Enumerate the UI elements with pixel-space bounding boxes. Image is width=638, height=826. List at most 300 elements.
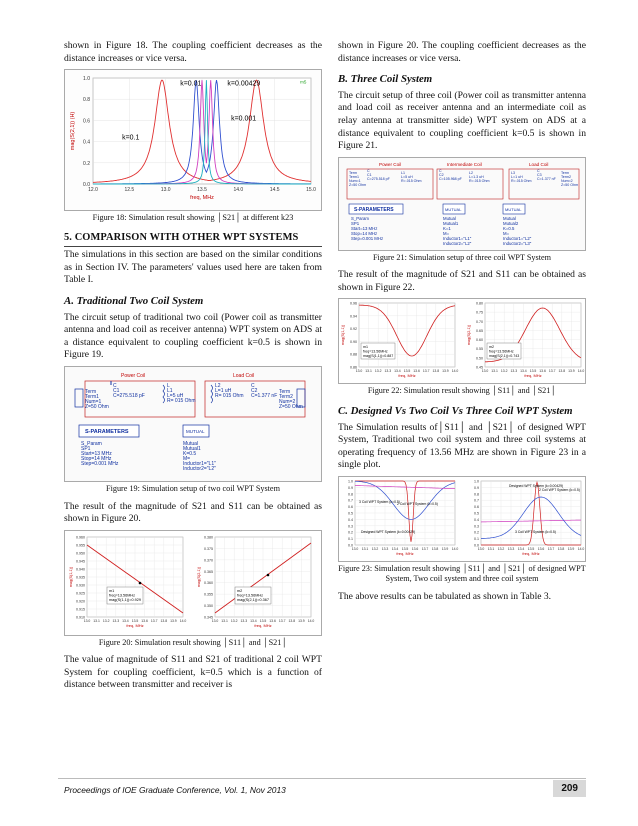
- fig20-left-ytick: 0.960: [76, 535, 85, 540]
- power-coil-label-3: Power Coil: [379, 161, 402, 167]
- fig23-right-xtick: 13.5: [527, 546, 535, 551]
- fig21-component-text: C: [367, 168, 370, 173]
- figure-21-components: [349, 169, 578, 187]
- fig18-ytick: 1.0: [83, 76, 90, 83]
- svg-text:S-PARAMETERS: S-PARAMETERS: [354, 206, 394, 213]
- fig23-right-ytick: 0.2: [474, 530, 479, 535]
- fig21-component-text: C1: [367, 172, 372, 177]
- svg-text:Inductor2="L2": Inductor2="L2": [183, 466, 216, 473]
- svg-text:Step=0.001 MHz: Step=0.001 MHz: [81, 461, 119, 468]
- fig22-left-xlabel: freq, MHz: [398, 373, 416, 379]
- svg-text:C1: C1: [113, 388, 120, 395]
- fig20-right-xtick: 13.7: [278, 618, 286, 623]
- fig20-right-ytick: 0.370: [204, 558, 213, 563]
- fig20-left-xtick: 13.0: [83, 618, 91, 623]
- fig23-right-xlabel: freq, MHz: [522, 550, 540, 556]
- fig21-component-text: R=.015 Ohm: [511, 178, 532, 183]
- figure-19-caption: Figure 19: Simulation setup of two coil WPT System: [106, 484, 280, 494]
- fig21-component-text: Z=50 Ohm: [349, 182, 367, 187]
- fig23-left-ytick: 0.9: [348, 485, 353, 490]
- fig23-left-ytick: 0.6: [348, 505, 353, 510]
- fig20-left-xtick: 13.8: [160, 618, 168, 623]
- fig22-left-ylabel: mag(S(1,1)): [341, 325, 345, 346]
- fig23-right-label: 3 Coil WPT System (k=0.5): [515, 529, 556, 534]
- figure-21-caption: Figure 21: Simulation setup of three coil WPT System: [373, 252, 551, 262]
- svg-text:Mutual: Mutual: [183, 441, 199, 448]
- svg-text:K=1: K=1: [443, 225, 451, 231]
- load-coil-label-3: Load Coil: [529, 161, 549, 167]
- fig21-component-text: C=1.377 nF: [537, 176, 556, 181]
- svg-text:S-PARAMETERS: S-PARAMETERS: [85, 429, 129, 436]
- fig18-label-k001: k=0.01: [180, 80, 202, 88]
- fig23-left-ytick: 0.0: [348, 543, 353, 548]
- fig20-right-xtick: 13.0: [211, 618, 219, 623]
- fig20-right-xtick: 14.0: [307, 618, 315, 623]
- svg-text:Mutual1: Mutual1: [443, 220, 459, 226]
- fig23-left-label: 2 Coil WPT System (k=0.5): [397, 501, 438, 506]
- svg-text:Num=1: Num=1: [85, 399, 102, 406]
- fig23-right-xtick: 13.3: [507, 546, 515, 551]
- fig20-left-xtick: 13.9: [170, 618, 177, 623]
- fig20-left-ytick: 0.955: [76, 543, 85, 548]
- svg-text:Term1: Term1: [85, 394, 99, 401]
- fig18-xtick: 13.5: [197, 187, 207, 194]
- fig18-xtick: 15.0: [306, 187, 316, 194]
- fig23-right-label: Designed WPT System (k=0.00429): [509, 483, 564, 488]
- fig22-right-xlabel: freq, MHz: [524, 373, 542, 379]
- svg-text:Inductor2="L2": Inductor2="L2": [443, 240, 472, 246]
- fig20-left-ytick: 0.915: [76, 607, 85, 612]
- svg-text:SP1: SP1: [351, 220, 360, 226]
- fig22-right-xtick: 13.9: [568, 369, 575, 374]
- fig21-component-text: L2: [469, 170, 473, 175]
- fig20-left-ytick: 0.945: [76, 559, 85, 564]
- svg-text:Num=2: Num=2: [279, 399, 296, 406]
- fig22-left-xtick: 14.0: [451, 369, 459, 374]
- mutual-block-1: [443, 204, 472, 246]
- figure-18: [64, 69, 322, 211]
- fig22-left-xtick: 13.0: [355, 369, 363, 374]
- fig23-right-xtick: 13.8: [557, 546, 565, 551]
- fig20-right-ytick: 0.345: [204, 615, 213, 620]
- right-column: [338, 40, 586, 608]
- fig20-left-ytick: 0.925: [76, 591, 85, 596]
- figure-20-charts: [65, 531, 321, 635]
- subsection-a-paragraph: The circuit setup of traditional two coil (Power coil as transmitter antenna and load coil as receiver antenna) WPT system on ADS at a distance equivalent to coupling coefficient k=0.5 is shown in Figure 19.: [64, 311, 322, 361]
- fig22-right-marker-text: m2: [489, 345, 494, 350]
- fig23-right-ytick: 0.1: [474, 537, 479, 542]
- svg-text:C=275.518 pF: C=275.518 pF: [113, 393, 145, 400]
- figure-20-caption: Figure 20: Simulation result showing │S11│ and │S21│: [98, 637, 288, 647]
- fig23-right-xtick: 13.2: [497, 546, 505, 551]
- svg-text:R= 015 Ohm: R= 015 Ohm: [167, 398, 196, 405]
- fig20-left-ytick: 0.910: [76, 615, 85, 620]
- fig23-left-xtick: 13.4: [391, 546, 399, 551]
- fig21-component-text: Z=50 Ohm: [561, 182, 579, 187]
- fig22-left-xtick: 13.9: [442, 369, 449, 374]
- figure-22: [338, 298, 586, 384]
- right-paragraph-after-fig21: The result of the magnitude of S21 and S11 can be obtained as shown in Figure 22.: [338, 269, 586, 293]
- svg-text:Start=13 MHz: Start=13 MHz: [351, 225, 378, 231]
- fig18-marker: m5: [300, 79, 307, 85]
- fig23-left-ytick: 0.7: [348, 498, 353, 503]
- c1-component: [111, 381, 145, 399]
- fig21-component-text: Term2: [561, 174, 571, 179]
- fig20-left-xlabel: freq, MHz: [126, 622, 144, 628]
- fig20-right-ytick: 0.350: [204, 603, 213, 608]
- fig23-left-ytick: 0.3: [348, 524, 353, 529]
- left-last-paragraph: The value of magnitude of S11 and S21 of traditional 2 coil WPT System for coupling coefficient, k=0.5 which is a function of distance between transmitter and receiver is: [64, 654, 322, 691]
- fig18-ytick: 0.6: [83, 118, 90, 125]
- svg-text:L1: L1: [167, 388, 173, 395]
- fig22-right-xtick: 13.3: [510, 369, 518, 374]
- term2-component: [279, 389, 305, 410]
- section-5-title: 5. COMPARISON WITH OTHER WPT SYSTEMS: [64, 232, 322, 248]
- fig23-left-xtick: 13.8: [431, 546, 439, 551]
- fig21-component-text: C=275.518 pF: [367, 176, 390, 181]
- fig18-xtick: 13.0: [160, 187, 171, 194]
- footer-text: Proceedings of IOE Graduate Conference, Vol. 1, Nov 2013: [64, 785, 286, 795]
- fig20-right-ytick: 0.360: [204, 580, 213, 585]
- fig20-left-marker-text: freq=13.56MHz: [109, 593, 136, 598]
- svg-text:MUTUAL: MUTUAL: [505, 206, 522, 212]
- fig20-left-ytick: 0.950: [76, 551, 85, 556]
- fig22-right-ytick: 0.65: [476, 329, 483, 334]
- figure-22-charts: [339, 299, 585, 383]
- mutual-block: [183, 425, 216, 472]
- fig21-component-text: L=1.3 uH: [469, 174, 484, 179]
- load-coil-label: Load Coil: [233, 373, 255, 380]
- fig22-left-marker-text: mag(S(1,1))=0.887: [363, 354, 394, 359]
- fig22-left-xtick: 13.4: [394, 369, 401, 374]
- fig23-left-ytick: 0.8: [348, 492, 353, 497]
- fig23-left-label: Designed WPT System (k=0.00429): [361, 529, 416, 534]
- fig23-right-ytick: 0.0: [474, 543, 479, 548]
- fig23-left-ytick: 0.2: [348, 530, 353, 535]
- fig21-component-text: L1: [401, 170, 405, 175]
- fig20-right-xtick: 13.3: [240, 618, 248, 623]
- fig23-right-xtick: 13.9: [567, 546, 575, 551]
- s-parameters-block: [79, 425, 139, 467]
- svg-text:Term: Term: [279, 389, 291, 396]
- fig22-right-xtick: 13.2: [500, 369, 508, 374]
- figure-19-schematic: [65, 367, 321, 481]
- fig22-right-xtick: 13.0: [481, 369, 489, 374]
- svg-text:Mutual: Mutual: [443, 215, 456, 221]
- page-footer: [58, 778, 586, 797]
- fig23-right-ytick: 0.7: [474, 498, 479, 503]
- svg-text:Start=13 MHz: Start=13 MHz: [81, 451, 112, 458]
- fig18-label-k00429: k=0.00429: [227, 80, 261, 88]
- fig23-right-ytick: 0.6: [474, 505, 479, 510]
- fig22-left-ytick: 0.88: [350, 353, 357, 358]
- fig22-right-ytick: 0.70: [476, 320, 483, 325]
- svg-text:Inductor2="L3": Inductor2="L3": [503, 240, 532, 246]
- svg-text:Inductor1="L1": Inductor1="L1": [443, 235, 472, 241]
- svg-text:Stop=14 MHz: Stop=14 MHz: [351, 230, 378, 236]
- fig22-right-xtick: 13.8: [558, 369, 566, 374]
- svg-text:Step=0.001 MHz: Step=0.001 MHz: [351, 235, 384, 241]
- fig20-left-ylabel: mag(S(1,1)): [69, 566, 73, 587]
- fig18-label-k0001: k=0.001: [231, 115, 257, 123]
- subsection-c-paragraph: The Simulation results of│S11│ and │S21│ of designed WPT System, Traditional two coil system and three coil systems at operating frequency of 13.56 MHz are shown in Figure 23 in a single plot.: [338, 421, 586, 471]
- fig23-left-ytick: 0.1: [348, 537, 353, 542]
- fig21-component-text: L=1 uH: [511, 174, 523, 179]
- fig22-right-xtick: 13.5: [529, 369, 537, 374]
- svg-text:L=1 uH: L=1 uH: [215, 388, 232, 395]
- mutual-block-2: [503, 204, 532, 246]
- fig23-left-xtick: 13.0: [351, 546, 359, 551]
- fig23-right-xtick: 13.6: [537, 546, 545, 551]
- fig22-left-marker-text: m1: [363, 345, 368, 350]
- fig22-right-marker-text: mag(S(2,1))=0.743: [489, 354, 520, 359]
- fig20-right-ytick: 0.380: [204, 535, 213, 540]
- figure-22-caption: Figure 22: Simulation result showing │S11│ and │S21│: [367, 386, 557, 396]
- fig20-left-xtick: 13.4: [122, 618, 129, 623]
- fig18-xlabel: freq, MHz: [190, 195, 214, 202]
- svg-text:C=1.377 nF: C=1.377 nF: [251, 393, 278, 400]
- fig22-right-ytick: 0.80: [476, 301, 483, 306]
- fig20-left-xtick: 13.1: [93, 618, 100, 623]
- figure-23-charts: [339, 477, 585, 561]
- fig22-left-ytick: 0.94: [350, 314, 357, 319]
- fig22-right-xtick: 13.6: [539, 369, 546, 374]
- left-intro-paragraph: shown in Figure 18. The coupling coefficient decreases as the distance increases or vice versa.: [64, 40, 322, 64]
- fig21-component-text: R=.015 Ohm: [469, 178, 490, 183]
- fig23-left-ytick: 0.5: [348, 511, 353, 516]
- fig21-component-text: Num=1: [349, 178, 361, 183]
- fig23-left-xtick: 13.7: [421, 546, 429, 551]
- svg-text:C: C: [251, 383, 255, 390]
- subsection-a-title: A. Traditional Two Coil System: [64, 295, 204, 308]
- fig23-right-label: 2 Coil WPT System (k=0.5): [539, 487, 580, 492]
- page-number: 209: [553, 780, 586, 797]
- fig21-component-text: C: [439, 168, 442, 173]
- c2-component: [251, 383, 277, 399]
- fig22-left-ytick: 0.86: [350, 365, 357, 370]
- fig22-right-xtick: 13.7: [548, 369, 556, 374]
- fig18-ytick: 0.0: [83, 182, 90, 189]
- l1-component: [163, 383, 196, 404]
- fig22-right-ytick: 0.60: [476, 338, 483, 343]
- fig23-left-xtick: 13.6: [411, 546, 419, 551]
- svg-text:Term2: Term2: [279, 394, 293, 401]
- svg-text:L=5 uH: L=5 uH: [167, 393, 184, 400]
- fig20-right-ytick: 0.365: [204, 569, 213, 574]
- svg-text:M=: M=: [183, 456, 191, 463]
- figure-23-caption: Figure 23: Simulation result showing │S11│ and │S21│ of designed WPT System, Two coil system and three coil system: [338, 563, 586, 584]
- fig20-left-marker-text: m1: [109, 588, 115, 593]
- fig23-right-xtick: 13.7: [547, 546, 555, 551]
- fig22-left-xtick: 13.1: [365, 369, 372, 374]
- fig23-left-xtick: 14.0: [451, 546, 459, 551]
- svg-text:Z=50 Ohm: Z=50 Ohm: [85, 404, 109, 411]
- fig23-right-ytick: 0.9: [474, 485, 479, 490]
- fig22-right-xtick: 14.0: [577, 369, 585, 374]
- fig20-right-marker-text: mag(S(2,1))=0.367: [237, 597, 269, 602]
- fig20-right-marker-text: m2: [237, 588, 243, 593]
- figure-21-schematic: [339, 158, 585, 250]
- fig20-left-xtick: 13.7: [150, 618, 158, 623]
- svg-text:Inductor1="L2": Inductor1="L2": [503, 235, 532, 241]
- s-parameters-block-3: [349, 204, 403, 241]
- fig20-left-ytick: 0.920: [76, 599, 85, 604]
- svg-text:K=0.5: K=0.5: [503, 225, 515, 231]
- fig22-left-ytick: 0.90: [350, 340, 357, 345]
- fig21-component-text: Term1: [349, 174, 359, 179]
- svg-text:Z=50 Ohm: Z=50 Ohm: [279, 404, 303, 411]
- fig21-component-text: C2: [439, 172, 444, 177]
- fig22-left-marker-text: freq=13.56MHz: [363, 349, 388, 354]
- l2-component: [211, 383, 244, 403]
- fig22-right-ytick: 0.50: [476, 356, 483, 361]
- svg-text:Term: Term: [85, 389, 97, 396]
- term1-component: [75, 389, 109, 410]
- fig23-left-xlabel: freq, MHz: [396, 550, 414, 556]
- figure-18-chart: [65, 70, 321, 210]
- figure-19: [64, 366, 322, 482]
- fig22-right-marker-text: freq=13.56MHz: [489, 349, 514, 354]
- section-5-paragraph: The simulations in this section are based on the similar conditions as in Section IV. The parameters' values used here are taken from Table I.: [64, 249, 322, 286]
- fig23-right-xtick: 13.1: [487, 546, 495, 551]
- fig21-component-text: C: [537, 168, 540, 173]
- svg-text:SP1: SP1: [81, 446, 91, 453]
- svg-text:S_Param: S_Param: [81, 441, 102, 448]
- fig21-component-text: Num=2: [561, 178, 573, 183]
- fig20-left-xtick: 13.2: [102, 618, 110, 623]
- intermediate-coil-label: Intermediate Coil: [447, 161, 482, 167]
- svg-text:L2: L2: [215, 383, 221, 390]
- svg-text:Inductor1="L1": Inductor1="L1": [183, 461, 216, 468]
- fig22-left-xtick: 13.5: [403, 369, 411, 374]
- svg-text:K=0.5: K=0.5: [183, 451, 197, 458]
- fig21-component-text: L3: [511, 170, 515, 175]
- svg-text:Mutual2: Mutual2: [503, 220, 519, 226]
- fig23-right-ytick: 0.8: [474, 492, 479, 497]
- svg-text:S_Param: S_Param: [351, 215, 369, 221]
- svg-text:M=: M=: [503, 230, 510, 236]
- svg-text:MUTUAL: MUTUAL: [445, 206, 462, 212]
- fig23-right-xtick: 13.4: [517, 546, 525, 551]
- fig22-left-ytick: 0.96: [350, 301, 357, 306]
- fig21-component-text: Term: [349, 170, 357, 175]
- svg-text:R= 015 Ohm: R= 015 Ohm: [215, 393, 244, 400]
- figure-20: [64, 530, 322, 636]
- svg-text:Mutual1: Mutual1: [183, 446, 201, 453]
- fig23-right-xtick: 14.0: [577, 546, 585, 551]
- fig20-right-xtick: 13.5: [259, 618, 267, 623]
- fig20-right-marker-text: freq=13.56MHz: [237, 593, 264, 598]
- fig20-right-xtick: 13.1: [221, 618, 228, 623]
- fig22-left-xtick: 13.2: [374, 369, 382, 374]
- fig23-left-ytick: 0.4: [348, 517, 353, 522]
- fig20-right-ytick: 0.375: [204, 546, 213, 551]
- fig22-left-xtick: 13.8: [432, 369, 440, 374]
- figure-23: [338, 476, 586, 562]
- fig21-component-text: C=105.968 pF: [439, 176, 462, 181]
- right-last-paragraph: The above results can be tabulated as shown in Table 3.: [338, 590, 552, 602]
- fig20-right-xtick: 13.6: [269, 618, 276, 623]
- fig18-ytick: 0.8: [83, 97, 90, 104]
- fig20-right-xlabel: freq, MHz: [254, 622, 272, 628]
- fig18-xtick: 12.5: [124, 187, 135, 194]
- fig20-right-xtick: 13.4: [250, 618, 257, 623]
- fig18-ylabel: mag(S(2,1)) (H): [70, 111, 76, 151]
- fig22-left-xtick: 13.3: [384, 369, 392, 374]
- svg-text:Stop=14 MHz: Stop=14 MHz: [81, 456, 112, 463]
- fig23-right-ytick: 1.0: [474, 479, 479, 484]
- fig22-left-ytick: 0.92: [350, 327, 357, 332]
- subsection-c-title: C. Designed Vs Two Coil Vs Three Coil WPT System: [338, 404, 573, 417]
- fig20-left-ytick: 0.940: [76, 567, 85, 572]
- fig23-left-xtick: 13.9: [441, 546, 449, 551]
- fig23-left-xtick: 13.5: [401, 546, 409, 551]
- fig18-label-k01: k=0.1: [122, 134, 140, 142]
- fig20-right-xtick: 13.8: [288, 618, 296, 623]
- svg-text:C: C: [113, 383, 117, 390]
- fig18-ytick: 0.4: [83, 139, 90, 146]
- svg-text:L: L: [167, 383, 170, 390]
- fig18-ytick: 0.2: [83, 160, 90, 167]
- fig21-component-text: C3: [537, 172, 542, 177]
- fig21-component-text: Term: [561, 170, 569, 175]
- fig18-xtick: 14.0: [233, 187, 244, 194]
- svg-text:C2: C2: [251, 388, 258, 395]
- subsection-b-title: B. Three Coil System: [338, 73, 433, 86]
- left-column: [64, 40, 322, 696]
- fig18-xtick: 14.5: [269, 187, 280, 194]
- fig23-right-ytick: 0.4: [474, 517, 479, 522]
- fig20-left-xtick: 13.5: [131, 618, 139, 623]
- fig22-right-ytick: 0.55: [476, 347, 483, 352]
- fig20-right-ytick: 0.355: [204, 592, 213, 597]
- fig23-left-ytick: 1.0: [348, 479, 353, 484]
- subsection-b-paragraph: The circuit setup of three coil (Power coil as transmitter antenna and load coil as receiver antenna and an intermediate coil as relay antenna at transmitter side) WPT system on ADS at a distance equivalent to coupling coefficient k=0.5 is shown in Figure 21.: [338, 89, 586, 152]
- right-intro-paragraph: shown in Figure 20. The coupling coefficient decreases as the distance increases or vice versa.: [338, 40, 586, 64]
- fig23-right-ytick: 0.5: [474, 511, 479, 516]
- fig22-left-xtick: 13.6: [413, 369, 420, 374]
- svg-text:MUTUAL: MUTUAL: [186, 429, 205, 435]
- fig20-left-xtick: 13.6: [141, 618, 148, 623]
- figure-21: [338, 157, 586, 251]
- fig21-component-text: R=.015 Ohm: [401, 178, 422, 183]
- fig20-right-ylabel: mag(S(2,1)): [197, 566, 201, 587]
- fig20-left-xtick: 14.0: [179, 618, 187, 623]
- figure-18-caption: Figure 18: Simulation result showing │S21│ at different k23: [92, 213, 294, 223]
- fig23-left-xtick: 13.1: [361, 546, 369, 551]
- fig23-left-xtick: 13.3: [381, 546, 389, 551]
- fig20-marker-m1: [139, 581, 142, 584]
- fig20-right-xtick: 13.2: [230, 618, 238, 623]
- fig22-right-ytick: 0.45: [476, 365, 483, 370]
- fig20-left-xtick: 13.3: [112, 618, 120, 623]
- fig18-xtick: 12.0: [88, 187, 98, 194]
- fig20-right-xtick: 13.9: [298, 618, 305, 623]
- fig22-left-xtick: 13.7: [422, 369, 430, 374]
- fig20-left-ytick: 0.930: [76, 583, 85, 588]
- fig22-right-ytick: 0.75: [476, 311, 483, 316]
- fig22-right-ylabel: mag(S(2,1)): [467, 325, 471, 346]
- svg-text:Mutual: Mutual: [503, 215, 516, 221]
- fig22-right-xtick: 13.1: [491, 369, 498, 374]
- fig21-component-text: L=5 uH: [401, 174, 413, 179]
- fig23-left-label: 3 Coil WPT System (k=0.5): [359, 499, 400, 504]
- fig23-right-ytick: 0.3: [474, 524, 479, 529]
- svg-text:M=: M=: [443, 230, 450, 236]
- fig22-right-xtick: 13.4: [520, 369, 527, 374]
- fig23-right-xtick: 13.0: [477, 546, 485, 551]
- left-paragraph-after-fig19: The result of the magnitude of S21 and S11 can be obtained as shown in Figure 20.: [64, 500, 322, 525]
